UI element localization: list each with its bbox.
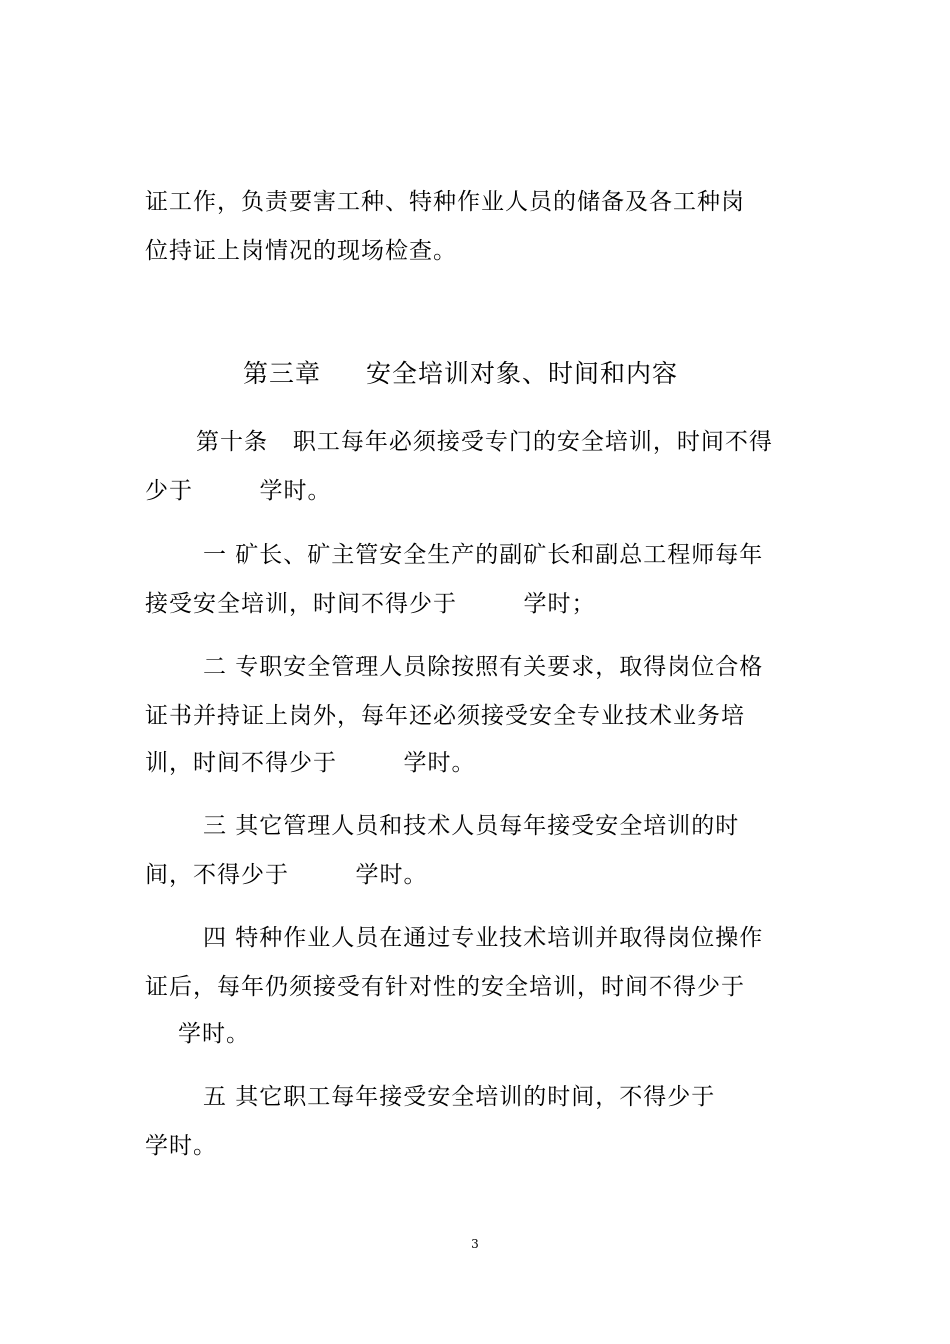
intro-line-1: 证工作，负责要害工种、特种作业人员的储备及各工种岗 bbox=[145, 189, 745, 215]
article-10-line-2: 少于 学时。 bbox=[145, 478, 332, 504]
item-1-line-2: 接受安全培训，时间不得少于 学时； bbox=[145, 591, 596, 617]
item-2-line-1: 二 专职安全管理人员除按照有关要求，取得岗位合格 bbox=[203, 654, 764, 680]
intro-line-2: 位持证上岗情况的现场检查。 bbox=[145, 238, 457, 264]
page-number: 3 bbox=[471, 1237, 479, 1251]
item-5-line-2: 学时。 bbox=[145, 1133, 217, 1159]
item-4-line-3: 学时。 bbox=[178, 1021, 250, 1047]
item-4-line-2: 证后，每年仍须接受有针对性的安全培训，时间不得少于 bbox=[145, 974, 745, 1000]
article-10-line-1: 第十条 职工每年必须接受专门的安全培训，时间不得 bbox=[196, 429, 773, 455]
item-4-line-1: 四 特种作业人员在通过专业技术培训并取得岗位操作 bbox=[203, 925, 764, 951]
item-1-line-1: 一 矿长、矿主管安全生产的副矿长和副总工程师每年 bbox=[203, 542, 764, 568]
item-5-line-1: 五 其它职工每年接受安全培训的时间，不得少于 bbox=[203, 1084, 716, 1110]
item-2-line-2: 证书并持证上岗外，每年还必须接受安全专业技术业务培 bbox=[145, 703, 745, 729]
chapter-title: 安全培训对象、时间和内容 bbox=[366, 359, 679, 388]
chapter-number: 第三章 bbox=[243, 359, 322, 388]
item-3-line-1: 三 其它管理人员和技术人员每年接受安全培训的时 bbox=[203, 813, 740, 839]
item-3-line-2: 间，不得少于 学时。 bbox=[145, 862, 428, 888]
item-2-line-3: 训，时间不得少于 学时。 bbox=[145, 750, 476, 776]
